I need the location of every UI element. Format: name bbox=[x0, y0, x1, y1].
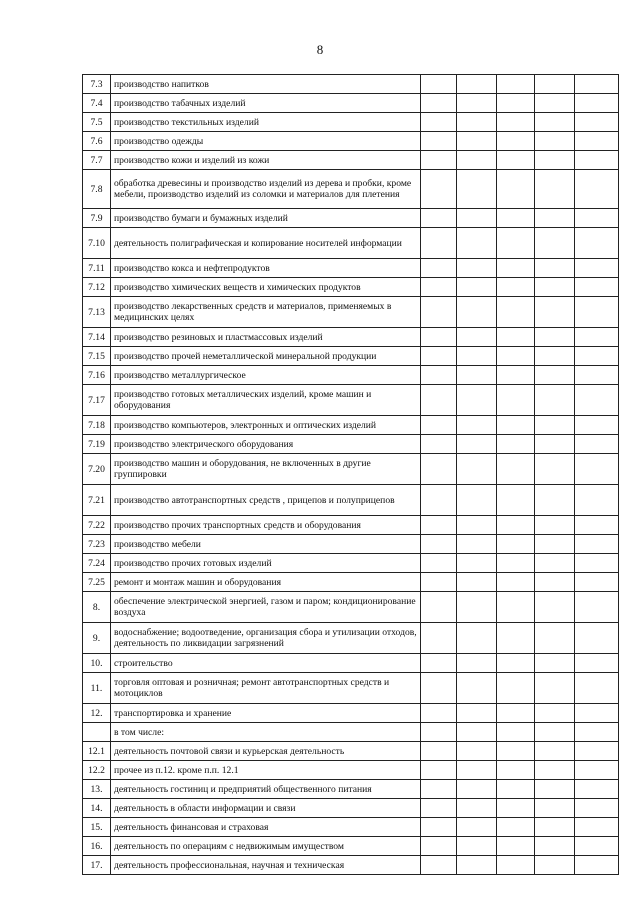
row-number: 8. bbox=[83, 592, 111, 623]
empty-cell bbox=[575, 297, 619, 328]
table-row bbox=[83, 366, 619, 385]
empty-cell bbox=[535, 132, 575, 151]
empty-cell bbox=[421, 554, 457, 573]
empty-cell bbox=[457, 704, 497, 723]
empty-cell bbox=[457, 723, 497, 742]
table-row bbox=[83, 75, 619, 94]
empty-cell bbox=[535, 209, 575, 228]
empty-cell bbox=[575, 742, 619, 761]
empty-cell bbox=[575, 328, 619, 347]
row-number: 7.7 bbox=[83, 151, 111, 170]
empty-cell bbox=[575, 573, 619, 592]
empty-cell bbox=[497, 654, 535, 673]
empty-cell bbox=[457, 516, 497, 535]
empty-cell bbox=[421, 780, 457, 799]
empty-cell bbox=[421, 228, 457, 259]
empty-cell bbox=[535, 485, 575, 516]
empty-cell bbox=[497, 228, 535, 259]
empty-cell bbox=[575, 385, 619, 416]
empty-cell bbox=[535, 94, 575, 113]
empty-cell bbox=[421, 75, 457, 94]
row-label: производство одежды bbox=[111, 132, 421, 151]
row-label: обеспечение электрической энергией, газом и паром; кондиционирование воздуха bbox=[111, 592, 421, 623]
empty-cell bbox=[497, 573, 535, 592]
empty-cell bbox=[497, 837, 535, 856]
empty-cell bbox=[575, 516, 619, 535]
empty-cell bbox=[535, 856, 575, 875]
empty-cell bbox=[421, 416, 457, 435]
empty-cell bbox=[457, 573, 497, 592]
empty-cell bbox=[421, 209, 457, 228]
empty-cell bbox=[421, 723, 457, 742]
empty-cell bbox=[497, 366, 535, 385]
row-label: производство резиновых и пластмассовых изделий bbox=[111, 328, 421, 347]
empty-cell bbox=[535, 516, 575, 535]
empty-cell bbox=[421, 485, 457, 516]
empty-cell bbox=[575, 454, 619, 485]
table-row bbox=[83, 818, 619, 837]
table-row bbox=[83, 516, 619, 535]
row-label: производство кокса и нефтепродуктов bbox=[111, 259, 421, 278]
empty-cell bbox=[575, 554, 619, 573]
empty-cell bbox=[457, 554, 497, 573]
empty-cell bbox=[497, 435, 535, 454]
row-label: производство прочих транспортных средств и оборудования bbox=[111, 516, 421, 535]
empty-cell bbox=[535, 416, 575, 435]
table-row bbox=[83, 454, 619, 485]
row-label: производство бумаги и бумажных изделий bbox=[111, 209, 421, 228]
table-row bbox=[83, 297, 619, 328]
empty-cell bbox=[457, 416, 497, 435]
table-row bbox=[83, 535, 619, 554]
row-label: в том числе: bbox=[111, 723, 421, 742]
row-number: 7.23 bbox=[83, 535, 111, 554]
table-row bbox=[83, 856, 619, 875]
empty-cell bbox=[575, 623, 619, 654]
empty-cell bbox=[457, 385, 497, 416]
empty-cell bbox=[535, 259, 575, 278]
row-label: прочее из п.12. кроме п.п. 12.1 bbox=[111, 761, 421, 780]
empty-cell bbox=[457, 209, 497, 228]
empty-cell bbox=[535, 673, 575, 704]
empty-cell bbox=[535, 654, 575, 673]
row-number: 16. bbox=[83, 837, 111, 856]
empty-cell bbox=[421, 818, 457, 837]
row-label: производство кожи и изделий из кожи bbox=[111, 151, 421, 170]
empty-cell bbox=[535, 170, 575, 209]
empty-cell bbox=[457, 347, 497, 366]
empty-cell bbox=[497, 454, 535, 485]
empty-cell bbox=[457, 366, 497, 385]
row-label: производство лекарственных средств и материалов, применяемых в медицинских целях bbox=[111, 297, 421, 328]
table-row bbox=[83, 113, 619, 132]
empty-cell bbox=[421, 170, 457, 209]
empty-cell bbox=[535, 573, 575, 592]
row-label: производство мебели bbox=[111, 535, 421, 554]
empty-cell bbox=[535, 535, 575, 554]
row-number: 7.4 bbox=[83, 94, 111, 113]
empty-cell bbox=[575, 592, 619, 623]
row-label: производство прочей неметаллической минеральной продукции bbox=[111, 347, 421, 366]
row-number: 12.1 bbox=[83, 742, 111, 761]
empty-cell bbox=[497, 278, 535, 297]
empty-cell bbox=[421, 132, 457, 151]
row-number: 7.16 bbox=[83, 366, 111, 385]
table-row bbox=[83, 228, 619, 259]
empty-cell bbox=[575, 366, 619, 385]
row-label: производство машин и оборудования, не включенных в другие группировки bbox=[111, 454, 421, 485]
row-label: производство напитков bbox=[111, 75, 421, 94]
empty-cell bbox=[457, 856, 497, 875]
empty-cell bbox=[535, 366, 575, 385]
row-label: деятельность финансовая и страховая bbox=[111, 818, 421, 837]
empty-cell bbox=[535, 435, 575, 454]
empty-cell bbox=[575, 94, 619, 113]
empty-cell bbox=[535, 704, 575, 723]
row-number: 7.8 bbox=[83, 170, 111, 209]
empty-cell bbox=[575, 799, 619, 818]
row-label: деятельность по операциям с недвижимым имуществом bbox=[111, 837, 421, 856]
empty-cell bbox=[535, 75, 575, 94]
empty-cell bbox=[575, 228, 619, 259]
empty-cell bbox=[497, 170, 535, 209]
empty-cell bbox=[575, 818, 619, 837]
empty-cell bbox=[497, 704, 535, 723]
empty-cell bbox=[497, 297, 535, 328]
empty-cell bbox=[575, 347, 619, 366]
empty-cell bbox=[457, 435, 497, 454]
row-number: 7.9 bbox=[83, 209, 111, 228]
empty-cell bbox=[575, 259, 619, 278]
empty-cell bbox=[497, 554, 535, 573]
row-number: 7.12 bbox=[83, 278, 111, 297]
empty-cell bbox=[535, 837, 575, 856]
table-row bbox=[83, 328, 619, 347]
empty-cell bbox=[497, 761, 535, 780]
empty-cell bbox=[497, 516, 535, 535]
row-label: производство компьютеров, электронных и оптических изделий bbox=[111, 416, 421, 435]
empty-cell bbox=[535, 554, 575, 573]
empty-cell bbox=[457, 654, 497, 673]
empty-cell bbox=[535, 723, 575, 742]
table-row bbox=[83, 761, 619, 780]
empty-cell bbox=[535, 228, 575, 259]
empty-cell bbox=[535, 454, 575, 485]
empty-cell bbox=[421, 704, 457, 723]
table-row bbox=[83, 573, 619, 592]
empty-cell bbox=[497, 535, 535, 554]
empty-cell bbox=[535, 623, 575, 654]
empty-cell bbox=[575, 278, 619, 297]
empty-cell bbox=[497, 485, 535, 516]
empty-cell bbox=[421, 366, 457, 385]
table-row bbox=[83, 416, 619, 435]
row-number: 7.20 bbox=[83, 454, 111, 485]
table-row bbox=[83, 554, 619, 573]
empty-cell bbox=[497, 113, 535, 132]
empty-cell bbox=[457, 742, 497, 761]
empty-cell bbox=[457, 761, 497, 780]
row-number: 7.21 bbox=[83, 485, 111, 516]
row-number: 7.22 bbox=[83, 516, 111, 535]
empty-cell bbox=[497, 347, 535, 366]
row-number: 7.6 bbox=[83, 132, 111, 151]
empty-cell bbox=[421, 113, 457, 132]
empty-cell bbox=[575, 170, 619, 209]
empty-cell bbox=[497, 623, 535, 654]
empty-cell bbox=[457, 328, 497, 347]
empty-cell bbox=[457, 94, 497, 113]
table-row bbox=[83, 654, 619, 673]
empty-cell bbox=[421, 673, 457, 704]
empty-cell bbox=[457, 623, 497, 654]
empty-cell bbox=[421, 328, 457, 347]
row-label: строительство bbox=[111, 654, 421, 673]
row-number: 7.19 bbox=[83, 435, 111, 454]
empty-cell bbox=[535, 742, 575, 761]
empty-cell bbox=[457, 837, 497, 856]
empty-cell bbox=[535, 113, 575, 132]
row-number: 7.24 bbox=[83, 554, 111, 573]
table-row bbox=[83, 799, 619, 818]
empty-cell bbox=[421, 799, 457, 818]
empty-cell bbox=[421, 654, 457, 673]
row-label: деятельность гостиниц и предприятий общественного питания bbox=[111, 780, 421, 799]
row-number: 7.18 bbox=[83, 416, 111, 435]
empty-cell bbox=[575, 132, 619, 151]
empty-cell bbox=[497, 132, 535, 151]
table-row bbox=[83, 385, 619, 416]
empty-cell bbox=[497, 328, 535, 347]
table-row bbox=[83, 209, 619, 228]
empty-cell bbox=[421, 435, 457, 454]
empty-cell bbox=[497, 673, 535, 704]
empty-cell bbox=[497, 799, 535, 818]
table-row bbox=[83, 742, 619, 761]
empty-cell bbox=[421, 761, 457, 780]
empty-cell bbox=[535, 278, 575, 297]
empty-cell bbox=[497, 75, 535, 94]
empty-cell bbox=[457, 75, 497, 94]
empty-cell bbox=[421, 297, 457, 328]
empty-cell bbox=[575, 723, 619, 742]
empty-cell bbox=[457, 278, 497, 297]
empty-cell bbox=[535, 761, 575, 780]
empty-cell bbox=[575, 761, 619, 780]
row-number: 9. bbox=[83, 623, 111, 654]
row-number: 7.14 bbox=[83, 328, 111, 347]
empty-cell bbox=[575, 837, 619, 856]
table-row bbox=[83, 592, 619, 623]
empty-cell bbox=[421, 535, 457, 554]
row-label: производство электрического оборудования bbox=[111, 435, 421, 454]
empty-cell bbox=[421, 856, 457, 875]
empty-cell bbox=[575, 435, 619, 454]
row-label: обработка древесины и производство изделий из дерева и пробки, кроме мебели, производство изделий из соломки и материалов для плетения bbox=[111, 170, 421, 209]
table-row bbox=[83, 837, 619, 856]
table-row bbox=[83, 170, 619, 209]
table-row bbox=[83, 485, 619, 516]
empty-cell bbox=[497, 742, 535, 761]
row-number: 10. bbox=[83, 654, 111, 673]
row-number: 7.5 bbox=[83, 113, 111, 132]
empty-cell bbox=[535, 385, 575, 416]
table-row bbox=[83, 132, 619, 151]
table-row bbox=[83, 94, 619, 113]
classification-table bbox=[82, 74, 619, 875]
empty-cell bbox=[535, 799, 575, 818]
row-number: 11. bbox=[83, 673, 111, 704]
empty-cell bbox=[575, 485, 619, 516]
empty-cell bbox=[535, 592, 575, 623]
empty-cell bbox=[421, 516, 457, 535]
row-number: 15. bbox=[83, 818, 111, 837]
table-row bbox=[83, 259, 619, 278]
empty-cell bbox=[457, 151, 497, 170]
row-label: производство прочих готовых изделий bbox=[111, 554, 421, 573]
empty-cell bbox=[457, 259, 497, 278]
table-row bbox=[83, 151, 619, 170]
empty-cell bbox=[421, 94, 457, 113]
empty-cell bbox=[497, 723, 535, 742]
table-row bbox=[83, 435, 619, 454]
empty-cell bbox=[497, 818, 535, 837]
empty-cell bbox=[575, 535, 619, 554]
empty-cell bbox=[535, 818, 575, 837]
empty-cell bbox=[421, 278, 457, 297]
empty-cell bbox=[457, 297, 497, 328]
row-number: 7.3 bbox=[83, 75, 111, 94]
empty-cell bbox=[457, 454, 497, 485]
row-label: производство готовых металлических изделий, кроме машин и оборудования bbox=[111, 385, 421, 416]
empty-cell bbox=[421, 259, 457, 278]
empty-cell bbox=[421, 623, 457, 654]
empty-cell bbox=[457, 170, 497, 209]
empty-cell bbox=[575, 75, 619, 94]
row-label: производство табачных изделий bbox=[111, 94, 421, 113]
empty-cell bbox=[575, 151, 619, 170]
row-label: деятельность полиграфическая и копирование носителей информации bbox=[111, 228, 421, 259]
empty-cell bbox=[497, 416, 535, 435]
empty-cell bbox=[421, 742, 457, 761]
table-row bbox=[83, 673, 619, 704]
empty-cell bbox=[421, 837, 457, 856]
row-label: ремонт и монтаж машин и оборудования bbox=[111, 573, 421, 592]
empty-cell bbox=[421, 347, 457, 366]
row-number: 12.2 bbox=[83, 761, 111, 780]
empty-cell bbox=[421, 151, 457, 170]
empty-cell bbox=[575, 654, 619, 673]
empty-cell bbox=[457, 818, 497, 837]
empty-cell bbox=[575, 416, 619, 435]
empty-cell bbox=[457, 485, 497, 516]
empty-cell bbox=[575, 113, 619, 132]
empty-cell bbox=[497, 592, 535, 623]
empty-cell bbox=[497, 209, 535, 228]
row-number: 7.25 bbox=[83, 573, 111, 592]
empty-cell bbox=[575, 856, 619, 875]
empty-cell bbox=[457, 228, 497, 259]
empty-cell bbox=[457, 132, 497, 151]
row-label: водоснабжение; водоотведение, организация сбора и утилизации отходов, деятельность по ликвидации загрязнений bbox=[111, 623, 421, 654]
empty-cell bbox=[535, 151, 575, 170]
row-label: производство автотранспортных средств , прицепов и полуприцепов bbox=[111, 485, 421, 516]
row-label: деятельность почтовой связи и курьерская деятельность bbox=[111, 742, 421, 761]
row-number: 7.17 bbox=[83, 385, 111, 416]
empty-cell bbox=[497, 259, 535, 278]
empty-cell bbox=[535, 328, 575, 347]
empty-cell bbox=[457, 673, 497, 704]
empty-cell bbox=[421, 385, 457, 416]
empty-cell bbox=[457, 535, 497, 554]
row-number: 14. bbox=[83, 799, 111, 818]
row-number: 13. bbox=[83, 780, 111, 799]
empty-cell bbox=[457, 113, 497, 132]
empty-cell bbox=[457, 780, 497, 799]
row-label: транспортировка и хранение bbox=[111, 704, 421, 723]
table-row bbox=[83, 704, 619, 723]
empty-cell bbox=[497, 856, 535, 875]
page-number: 8 bbox=[316, 42, 324, 57]
row-number: 7.13 bbox=[83, 297, 111, 328]
row-number bbox=[83, 723, 111, 742]
row-number: 7.10 bbox=[83, 228, 111, 259]
empty-cell bbox=[575, 704, 619, 723]
row-number: 7.11 bbox=[83, 259, 111, 278]
empty-cell bbox=[535, 780, 575, 799]
empty-cell bbox=[421, 573, 457, 592]
empty-cell bbox=[575, 673, 619, 704]
row-label: производство текстильных изделий bbox=[111, 113, 421, 132]
empty-cell bbox=[497, 94, 535, 113]
table-row bbox=[83, 347, 619, 366]
row-number: 7.15 bbox=[83, 347, 111, 366]
empty-cell bbox=[575, 780, 619, 799]
empty-cell bbox=[497, 780, 535, 799]
row-number: 12. bbox=[83, 704, 111, 723]
row-label: торговля оптовая и розничная; ремонт автотранспортных средств и мотоциклов bbox=[111, 673, 421, 704]
empty-cell bbox=[457, 799, 497, 818]
empty-cell bbox=[575, 209, 619, 228]
table-row bbox=[83, 278, 619, 297]
empty-cell bbox=[535, 347, 575, 366]
row-label: производство металлургическое bbox=[111, 366, 421, 385]
table-row bbox=[83, 723, 619, 742]
empty-cell bbox=[497, 151, 535, 170]
row-number: 17. bbox=[83, 856, 111, 875]
empty-cell bbox=[535, 297, 575, 328]
empty-cell bbox=[421, 592, 457, 623]
empty-cell bbox=[421, 454, 457, 485]
table-row bbox=[83, 780, 619, 799]
empty-cell bbox=[457, 592, 497, 623]
row-label: деятельность в области информации и связи bbox=[111, 799, 421, 818]
row-label: деятельность профессиональная, научная и техническая bbox=[111, 856, 421, 875]
row-label: производство химических веществ и химических продуктов bbox=[111, 278, 421, 297]
table-row bbox=[83, 623, 619, 654]
empty-cell bbox=[497, 385, 535, 416]
